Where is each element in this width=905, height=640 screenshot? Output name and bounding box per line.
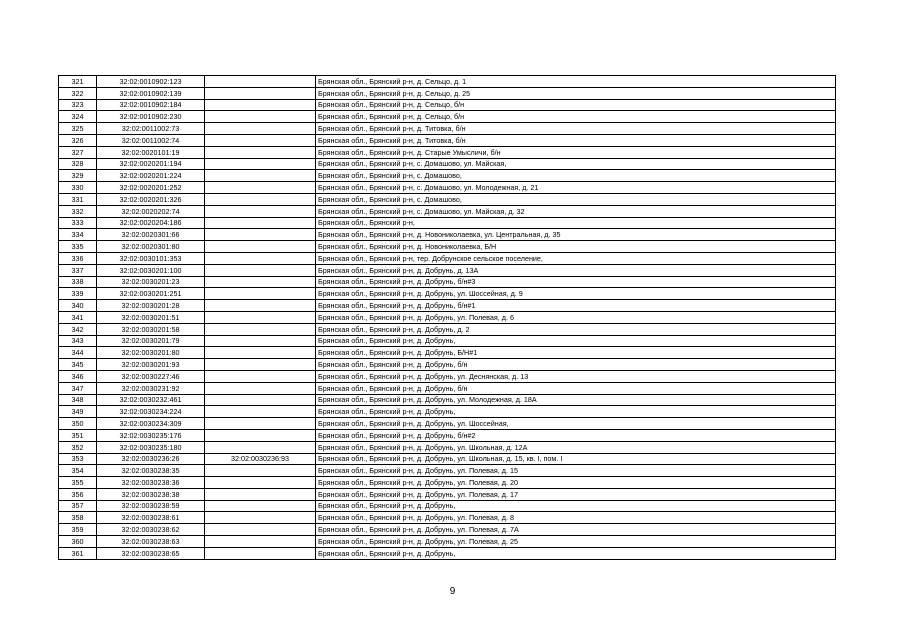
cadastral-number: 32:02:0030232:461 xyxy=(97,394,205,406)
address: Брянская обл., Брянский р-н, д. Титовка, б/н xyxy=(316,123,836,135)
address: Брянская обл., Брянский р-н, д. Добрунь, ул. Полевая, д. 7А xyxy=(316,524,836,536)
parent-cadastral-number xyxy=(205,382,316,394)
address: Брянская обл., Брянский р-н, д. Добрунь, ул. Школьная, д. 12А xyxy=(316,441,836,453)
row-number: 345 xyxy=(59,359,97,371)
parent-cadastral-number xyxy=(205,441,316,453)
row-number: 360 xyxy=(59,536,97,548)
cadastral-number: 32:02:0030201:93 xyxy=(97,359,205,371)
address: Брянская обл., Брянский р-н, д. Добрунь, ул. Молодежная, д. 18А xyxy=(316,394,836,406)
row-number: 341 xyxy=(59,311,97,323)
address: Брянская обл., Брянский р-н, д. Добрунь, ул. Полевая, д. 20 xyxy=(316,477,836,489)
table-row xyxy=(59,311,836,323)
cadastral-number: 32:02:0020101:19 xyxy=(97,146,205,158)
cadastral-number: 32:02:0030231:92 xyxy=(97,382,205,394)
cadastral-number: 32:02:0030238:38 xyxy=(97,488,205,500)
row-number: 321 xyxy=(59,76,97,88)
address: Брянская обл., Брянский р-н, д. Добрунь, xyxy=(316,335,836,347)
row-number: 340 xyxy=(59,300,97,312)
table-row xyxy=(59,241,836,253)
address: Брянская обл., Брянский р-н, д. Добрунь, xyxy=(316,406,836,418)
table-row xyxy=(59,217,836,229)
row-number: 356 xyxy=(59,488,97,500)
parent-cadastral-number xyxy=(205,418,316,430)
cadastral-number: 32:02:0030238:62 xyxy=(97,524,205,536)
table-row xyxy=(59,465,836,477)
cadastral-number: 32:02:0011002:73 xyxy=(97,123,205,135)
address: Брянская обл., Брянский р-н, д. Сельцо, д. 1 xyxy=(316,76,836,88)
parent-cadastral-number xyxy=(205,205,316,217)
row-number: 337 xyxy=(59,264,97,276)
parent-cadastral-number xyxy=(205,229,316,241)
row-number: 347 xyxy=(59,382,97,394)
address: Брянская обл., Брянский р-н, д. Добрунь, xyxy=(316,500,836,512)
table-row xyxy=(59,488,836,500)
address: Брянская обл., Брянский р-н, д. Новониколаевка, Б/Н xyxy=(316,241,836,253)
table-row xyxy=(59,370,836,382)
address: Брянская обл., Брянский р-н, д. Добрунь, xyxy=(316,547,836,559)
table-row xyxy=(59,323,836,335)
parent-cadastral-number xyxy=(205,488,316,500)
row-number: 361 xyxy=(59,547,97,559)
table-row xyxy=(59,76,836,88)
cadastral-number: 32:02:0030238:35 xyxy=(97,465,205,477)
parent-cadastral-number xyxy=(205,217,316,229)
address: Брянская обл., Брянский р-н, д. Старые Умысличи, б/н xyxy=(316,146,836,158)
parent-cadastral-number xyxy=(205,347,316,359)
address: Брянская обл., Брянский р-н, д. Добрунь, ул. Полевая, д. 8 xyxy=(316,512,836,524)
table-row xyxy=(59,441,836,453)
parent-cadastral-number xyxy=(205,370,316,382)
parent-cadastral-number xyxy=(205,146,316,158)
row-number: 348 xyxy=(59,394,97,406)
parent-cadastral-number xyxy=(205,87,316,99)
address: Брянская обл., Брянский р-н, д. Сельцо, б/н xyxy=(316,99,836,111)
row-number: 334 xyxy=(59,229,97,241)
cadastral-number: 32:02:0020201:224 xyxy=(97,170,205,182)
address: Брянская обл., Брянский р-н, д. Добрунь, ул. Деснянская, д. 13 xyxy=(316,370,836,382)
parent-cadastral-number xyxy=(205,193,316,205)
table-row xyxy=(59,453,836,465)
address: Брянская обл., Брянский р-н, д. Добрунь, б/н#2 xyxy=(316,429,836,441)
row-number: 330 xyxy=(59,182,97,194)
cadastral-number: 32:02:0010902:139 xyxy=(97,87,205,99)
cadastral-number: 32:02:0030238:61 xyxy=(97,512,205,524)
row-number: 346 xyxy=(59,370,97,382)
address: Брянская обл., Брянский р-н, д. Добрунь, ул. Полевая, д. 25 xyxy=(316,536,836,548)
table-row xyxy=(59,512,836,524)
parent-cadastral-number xyxy=(205,547,316,559)
cadastral-number: 32:02:0010902:230 xyxy=(97,111,205,123)
table-row xyxy=(59,87,836,99)
table-row xyxy=(59,158,836,170)
table-row xyxy=(59,347,836,359)
address: Брянская обл., Брянский р-н, д. Добрунь, б/н xyxy=(316,359,836,371)
row-number: 333 xyxy=(59,217,97,229)
table-row xyxy=(59,524,836,536)
parent-cadastral-number xyxy=(205,99,316,111)
address: Брянская обл., Брянский р-н, д. Добрунь, Б/Н#1 xyxy=(316,347,836,359)
parent-cadastral-number xyxy=(205,288,316,300)
address: Брянская обл., Брянский р-н, д. Добрунь, ул. Полевая, д. 15 xyxy=(316,465,836,477)
address: Брянская обл., Брянский р-н, д. Сельцо, б/н xyxy=(316,111,836,123)
parent-cadastral-number xyxy=(205,394,316,406)
cadastral-number: 32:02:0030234:224 xyxy=(97,406,205,418)
cadastral-number: 32:02:0030235:180 xyxy=(97,441,205,453)
row-number: 323 xyxy=(59,99,97,111)
address: Брянская обл., Брянский р-н, д. Добрунь, д. 13А xyxy=(316,264,836,276)
table-row xyxy=(59,536,836,548)
address: Брянская обл., Брянский р-н, с. Домашово, ул. Молодежная, д. 21 xyxy=(316,182,836,194)
cadastral-number: 32:02:0020202:74 xyxy=(97,205,205,217)
table-row xyxy=(59,477,836,489)
table-row xyxy=(59,359,836,371)
table-row xyxy=(59,406,836,418)
row-number: 329 xyxy=(59,170,97,182)
parent-cadastral-number xyxy=(205,536,316,548)
parent-cadastral-number xyxy=(205,276,316,288)
table-row xyxy=(59,111,836,123)
cadastral-number: 32:02:0030101:353 xyxy=(97,252,205,264)
parent-cadastral-number xyxy=(205,111,316,123)
cadastral-number: 32:02:0020204:186 xyxy=(97,217,205,229)
cadastral-number: 32:02:0030201:51 xyxy=(97,311,205,323)
parent-cadastral-number xyxy=(205,524,316,536)
row-number: 355 xyxy=(59,477,97,489)
row-number: 325 xyxy=(59,123,97,135)
table-row xyxy=(59,288,836,300)
table-row xyxy=(59,300,836,312)
cadastral-number: 32:02:0030201:251 xyxy=(97,288,205,300)
parent-cadastral-number xyxy=(205,264,316,276)
row-number: 331 xyxy=(59,193,97,205)
cadastral-number: 32:02:0030227:46 xyxy=(97,370,205,382)
cadastral-number: 32:02:0020201:194 xyxy=(97,158,205,170)
address: Брянская обл., Брянский р-н, с. Домашово, ул. Майская, xyxy=(316,158,836,170)
cadastral-number: 32:02:0030238:36 xyxy=(97,477,205,489)
table-row xyxy=(59,264,836,276)
parent-cadastral-number xyxy=(205,477,316,489)
row-number: 342 xyxy=(59,323,97,335)
row-number: 357 xyxy=(59,500,97,512)
cadastral-number: 32:02:0030236:26 xyxy=(97,453,205,465)
cadastral-number: 32:02:0030201:58 xyxy=(97,323,205,335)
table-row xyxy=(59,335,836,347)
page-number: 9 xyxy=(449,586,456,597)
row-number: 327 xyxy=(59,146,97,158)
cadastral-number: 32:02:0020301:66 xyxy=(97,229,205,241)
parent-cadastral-number xyxy=(205,359,316,371)
parent-cadastral-number xyxy=(205,76,316,88)
parent-cadastral-number xyxy=(205,300,316,312)
cadastral-table xyxy=(58,75,836,560)
row-number: 326 xyxy=(59,134,97,146)
row-number: 339 xyxy=(59,288,97,300)
row-number: 354 xyxy=(59,465,97,477)
address: Брянская обл., Брянский р-н, д. Новониколаевка, ул. Центральная, д. 35 xyxy=(316,229,836,241)
row-number: 358 xyxy=(59,512,97,524)
row-number: 336 xyxy=(59,252,97,264)
address: Брянская обл., Брянский р-н, тер. Добрунское сельское поселение, xyxy=(316,252,836,264)
row-number: 324 xyxy=(59,111,97,123)
cadastral-number: 32:02:0030238:65 xyxy=(97,547,205,559)
parent-cadastral-number xyxy=(205,252,316,264)
cadastral-number: 32:02:0030238:63 xyxy=(97,536,205,548)
cadastral-number: 32:02:0020201:326 xyxy=(97,193,205,205)
parent-cadastral-number xyxy=(205,170,316,182)
parent-cadastral-number xyxy=(205,134,316,146)
table-row xyxy=(59,229,836,241)
table-row xyxy=(59,276,836,288)
parent-cadastral-number xyxy=(205,512,316,524)
row-number: 335 xyxy=(59,241,97,253)
table-row xyxy=(59,429,836,441)
address: Брянская обл., Брянский р-н, д. Добрунь, б/н xyxy=(316,382,836,394)
row-number: 350 xyxy=(59,418,97,430)
address: Брянская обл., Брянский р-н, д. Добрунь, ул. Школьная, д. 15, кв. I, пом. I xyxy=(316,453,836,465)
row-number: 351 xyxy=(59,429,97,441)
row-number: 343 xyxy=(59,335,97,347)
address: Брянская обл., Брянский р-н, д. Добрунь, ул. Шоссейная, xyxy=(316,418,836,430)
parent-cadastral-number xyxy=(205,123,316,135)
address: Брянская обл., Брянский р-н, д. Добрунь, б/н#1 xyxy=(316,300,836,312)
parent-cadastral-number: 32:02:0030236:93 xyxy=(205,453,316,465)
address: Брянская обл., Брянский р-н, д. Титовка, б/н xyxy=(316,134,836,146)
parent-cadastral-number xyxy=(205,500,316,512)
table-row xyxy=(59,99,836,111)
table-body xyxy=(59,76,836,560)
parent-cadastral-number xyxy=(205,311,316,323)
cadastral-number: 32:02:0030201:100 xyxy=(97,264,205,276)
cadastral-number: 32:02:0030235:176 xyxy=(97,429,205,441)
parent-cadastral-number xyxy=(205,465,316,477)
table-row xyxy=(59,146,836,158)
parent-cadastral-number xyxy=(205,182,316,194)
parent-cadastral-number xyxy=(205,323,316,335)
address: Брянская обл., Брянский р-н, д. Добрунь, д. 2 xyxy=(316,323,836,335)
address: Брянская обл., Брянский р-н, д. Добрунь, б/н#3 xyxy=(316,276,836,288)
cadastral-number: 32:02:0030201:79 xyxy=(97,335,205,347)
address: Брянская обл., Брянский р-н, с. Домашово, ул. Майская, д. 32 xyxy=(316,205,836,217)
table-row xyxy=(59,182,836,194)
address: Брянская обл., Брянский р-н, д. Добрунь, ул. Шоссейная, д. 9 xyxy=(316,288,836,300)
cadastral-number: 32:02:0010902:184 xyxy=(97,99,205,111)
cadastral-number: 32:02:0020201:252 xyxy=(97,182,205,194)
row-number: 359 xyxy=(59,524,97,536)
parent-cadastral-number xyxy=(205,335,316,347)
table-row xyxy=(59,170,836,182)
table-row xyxy=(59,205,836,217)
table-row xyxy=(59,500,836,512)
table-row xyxy=(59,252,836,264)
address: Брянская обл., Брянский р-н, с. Домашово, xyxy=(316,193,836,205)
row-number: 344 xyxy=(59,347,97,359)
cadastral-number: 32:02:0030238:59 xyxy=(97,500,205,512)
address: Брянская обл., Брянский р-н, д. Сельцо, д. 25 xyxy=(316,87,836,99)
row-number: 332 xyxy=(59,205,97,217)
cadastral-number: 32:02:0030201:28 xyxy=(97,300,205,312)
table-row xyxy=(59,123,836,135)
address: Брянская обл., Брянский р-н, xyxy=(316,217,836,229)
row-number: 349 xyxy=(59,406,97,418)
parent-cadastral-number xyxy=(205,406,316,418)
parent-cadastral-number xyxy=(205,241,316,253)
parent-cadastral-number xyxy=(205,158,316,170)
row-number: 353 xyxy=(59,453,97,465)
cadastral-number: 32:02:0011002:74 xyxy=(97,134,205,146)
cadastral-number: 32:02:0030234:309 xyxy=(97,418,205,430)
table-row xyxy=(59,382,836,394)
row-number: 338 xyxy=(59,276,97,288)
table-row xyxy=(59,134,836,146)
cadastral-number: 32:02:0010902:123 xyxy=(97,76,205,88)
row-number: 322 xyxy=(59,87,97,99)
address: Брянская обл., Брянский р-н, с. Домашово, xyxy=(316,170,836,182)
table-row xyxy=(59,394,836,406)
table-row xyxy=(59,193,836,205)
table-row xyxy=(59,547,836,559)
cadastral-number: 32:02:0020301:80 xyxy=(97,241,205,253)
row-number: 352 xyxy=(59,441,97,453)
cadastral-number: 32:02:0030201:23 xyxy=(97,276,205,288)
address: Брянская обл., Брянский р-н, д. Добрунь, ул. Полевая, д. 17 xyxy=(316,488,836,500)
cadastral-number: 32:02:0030201:80 xyxy=(97,347,205,359)
table-row xyxy=(59,418,836,430)
row-number: 328 xyxy=(59,158,97,170)
parent-cadastral-number xyxy=(205,429,316,441)
address: Брянская обл., Брянский р-н, д. Добрунь, ул. Полевая, д. 6 xyxy=(316,311,836,323)
